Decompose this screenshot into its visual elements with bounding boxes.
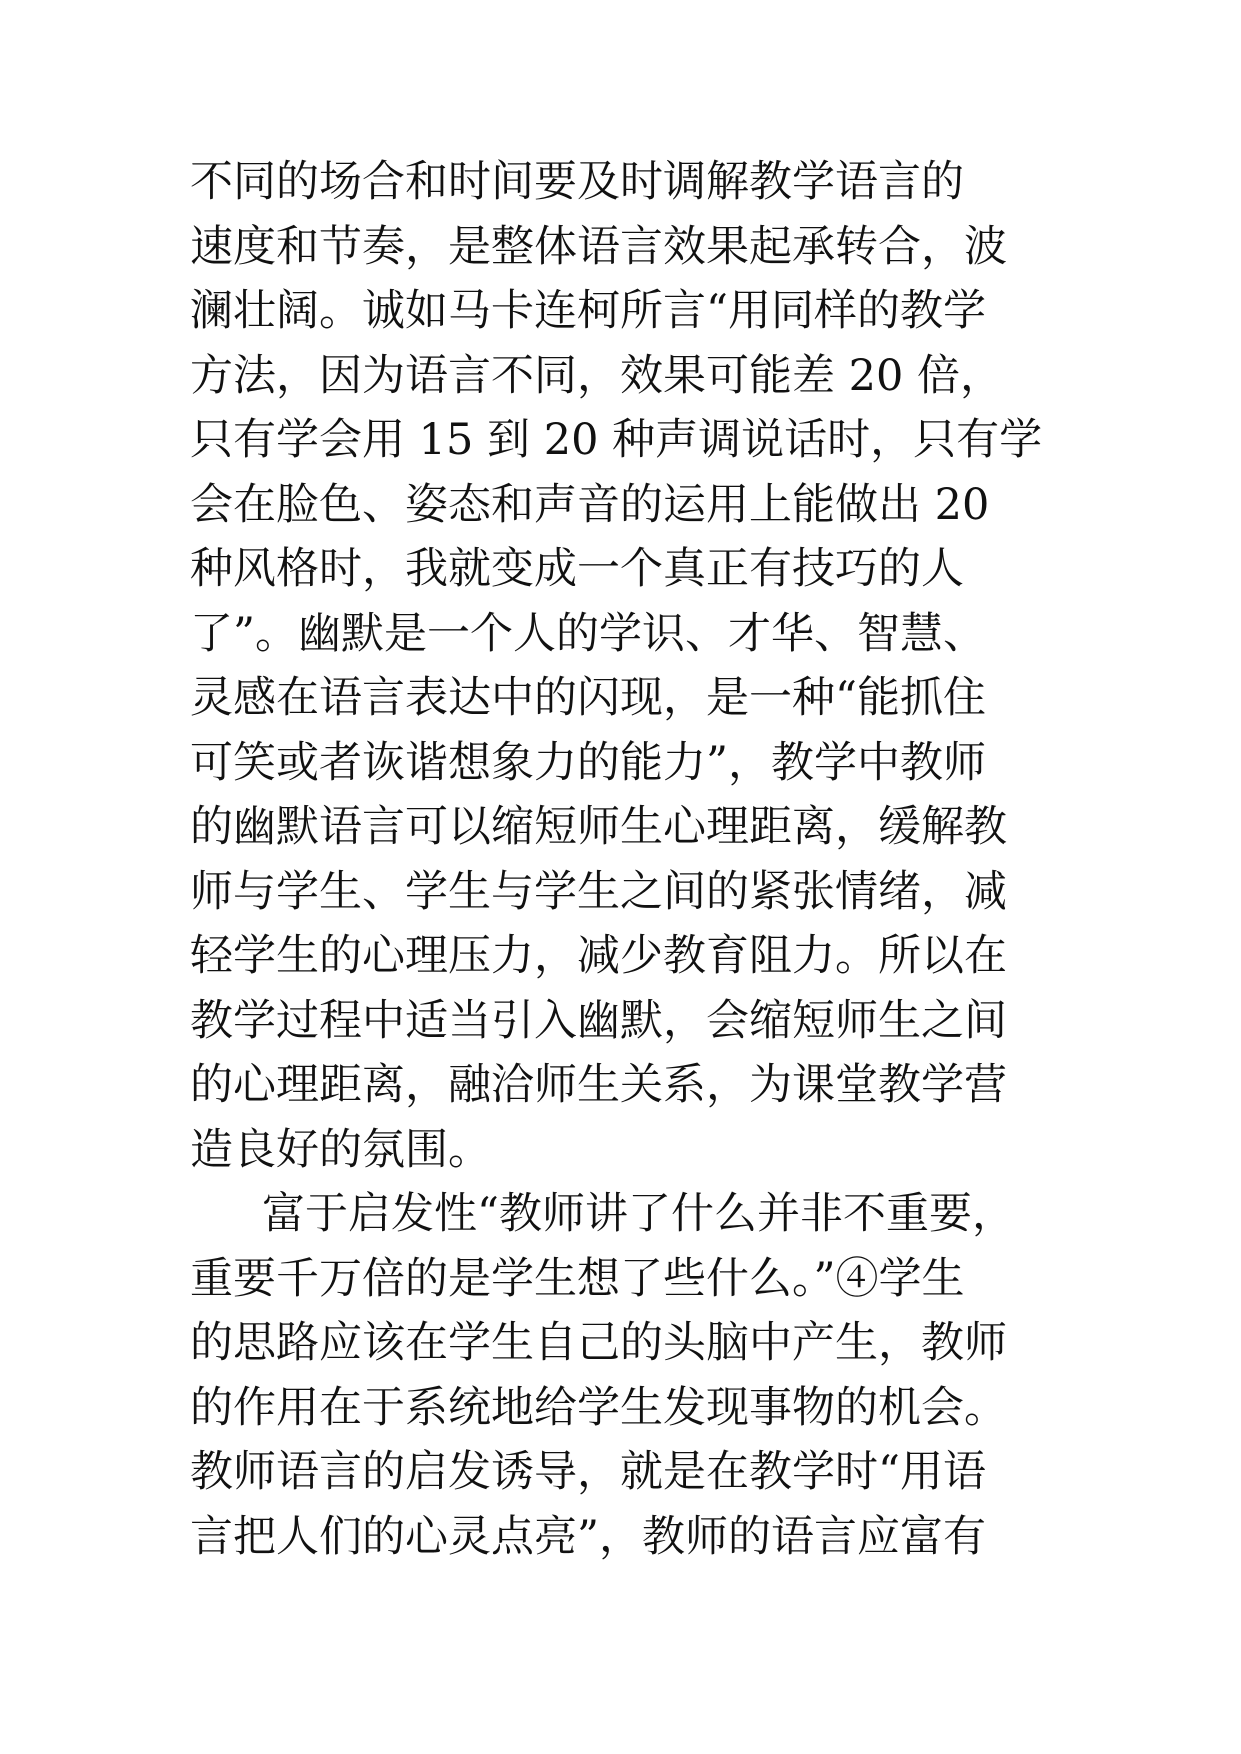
- text-line: 方法，因为语言不同，效果可能差 20 倍，: [190, 350, 1004, 401]
- text-line: 不同的场合和时间要及时调解教学语言的: [190, 157, 964, 207]
- text-line: 可笑或者诙谐想象力的能力”，教学中教师: [190, 737, 986, 788]
- text-line: 教学过程中适当引入幽默，会缩短师生之间: [190, 995, 1007, 1046]
- paragraph-start-line: 富于启发性“教师讲了什么并非不重要，: [262, 1189, 1015, 1239]
- text-line: 造良好的氛围。: [190, 1124, 491, 1175]
- text-line: 速度和节奏，是整体语言效果起承转合，波: [190, 221, 1007, 272]
- text-line: 的作用在于系统地给学生发现事物的机会。: [190, 1382, 1007, 1433]
- text-line: 的心理距离，融洽师生关系，为课堂教学营: [190, 1060, 1007, 1110]
- text-line: 教师语言的启发诱导，就是在教学时“用语: [190, 1447, 986, 1497]
- text-line: 了”。幽默是一个人的学识、才华、智慧、: [190, 608, 986, 659]
- text-line: 的幽默语言可以缩短师生心理距离，缓解教: [190, 802, 1007, 852]
- text-line: 言把人们的心灵点亮”，教师的语言应富有: [190, 1511, 986, 1562]
- text-line: 轻学生的心理压力，减少教育阻力。所以在: [190, 931, 1007, 981]
- text-line: 的思路应该在学生自己的头脑中产生，教师: [190, 1318, 1007, 1368]
- text-line: 灵感在语言表达中的闪现，是一种“能抓住: [190, 673, 986, 723]
- text-line: 会在脸色、姿态和声音的运用上能做出 20: [190, 479, 990, 530]
- text-line: 师与学生、学生与学生之间的紧张情绪，减: [190, 866, 1007, 917]
- text-line: 种风格时，我就变成一个真正有技巧的人: [190, 544, 964, 594]
- text-line: 只有学会用 15 到 20 种声调说话时，只有学: [190, 415, 1043, 465]
- text-line: 重要千万倍的是学生想了些什么。”④学生: [190, 1253, 965, 1304]
- text-line: 澜壮阔。诚如马卡连柯所言“用同样的教学: [190, 286, 986, 336]
- body-text: [190, 150, 1090, 1569]
